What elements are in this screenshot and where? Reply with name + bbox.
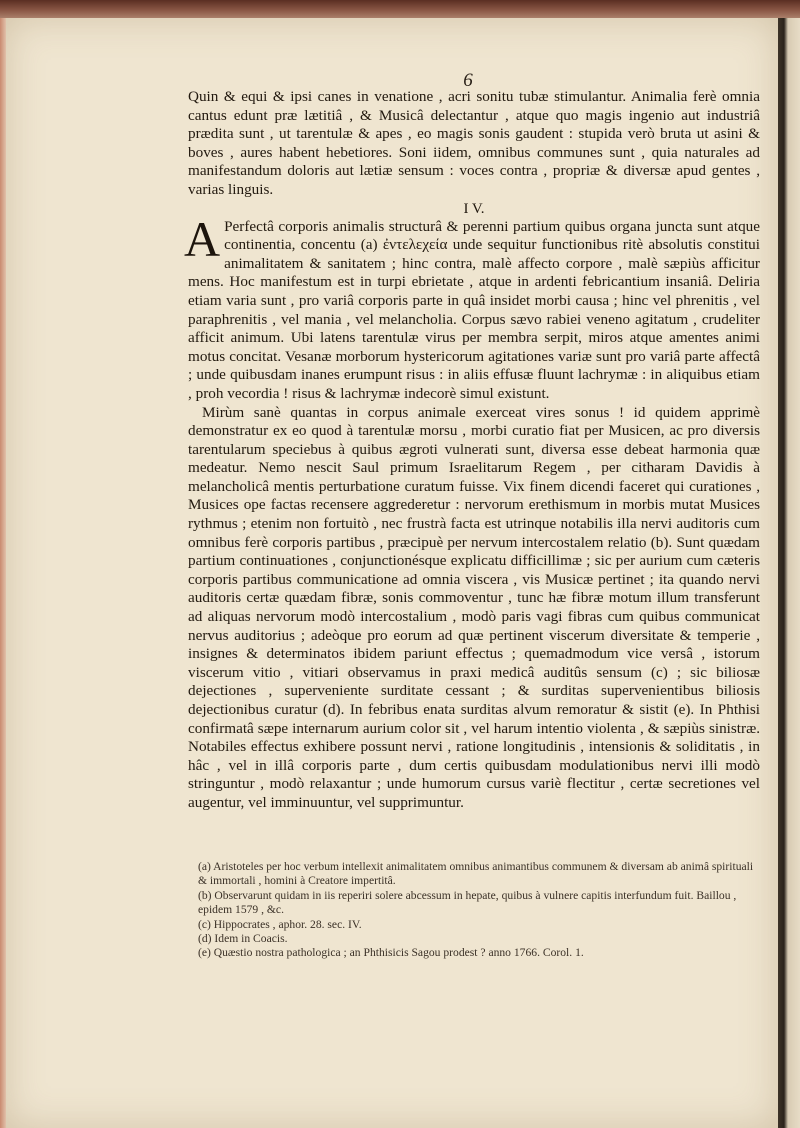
paragraph-1: Quin & equi & ipsi canes in venatione , acri sonitu tubæ stimulantur. Animalia ferè omnia cantus edunt præ lætitiâ , & Musicâ delectantur , atque quo magis ingenio aut industriâ prædita sunt , ut tarentulæ & apes , eo magis sonis gaudent : stupida verò bruta ut asini & boves , aures habent hebetiores. Soni iidem, omnibus communes sunt , quia naturales ad manifestandum doloris aut lætiæ sensum : voces contra , propriæ & diversæ apud gentes , varias linguis. bbox=[188, 88, 760, 198]
drop-cap: A bbox=[184, 210, 221, 267]
footnotes bbox=[190, 860, 755, 961]
book-top-edge bbox=[0, 0, 800, 20]
footnote: (d) Idem in Coacis. bbox=[198, 932, 288, 946]
paragraph-3: Mirùm sanè quantas in corpus animale exerceat vires sonus ! id quidem apprimè demonstratur ex eo quod à tarentulæ morsu , morbi curatio fiat per Musicen, ac pro diversis tarentularum speciebus à quibus ægroti vulnerati sunt, diversa esse debeat harmonia quæ medeatur. Nemo nescit Saul primum Israelitarum Regem , per citharam Davidis à melancholicâ mentis perturbatione curatum fuisse. Vix finem dicendi faceret qui curationes , Musices ope factas recensere aggrederetur : nervorum erethismum in morbis mutat Musices rythmus ; etenim non fortuitò , nec frustrà facta est utrinque notabilis illa nervi auditoris cum omnibus ferè corporis partibus , præcipuè per nervum intercostalem relatio (b). Sunt quædam partium continuationes , conjunctionésque explicatu difficillimæ ; sic per aurium cum cæteris corporis partibus communicatione ad omnia viscera , vis Musicæ pertinet ; ita quando nervi auditoris certæ quædam fibræ, sonis commoventur , tunc hæ fibræ motum illum transferunt ad aliquas nervorum modò intercostalium , modò paris vagi fibras cum quibus communicat nervus auditorius ; adeòque pro eorum ad quæ pertinent viscerum diversitate & temperie , insignes & determinatos ibidem pariunt effectus ; quemadmodum vice versâ , istorum viscerum vitio , vitiari observamus in praxi medicâ auditûs sensum (c) ; sic biliosæ dejectiones , superveniente surditate cessant ; & surditas supervenientibus biliosis dejectionibus curatur (d). In febribus enata surditas alvum remoratur & sistit (e). In Phthisi confirmatâ sæpe internarum aurium color sit , vel harum intentio violenta , & sæpiùs sinistræ. Notabiles effectus exhibere possunt nervi , ratione longitudinis , intensionis & soliditatis , in hâc , vel in illâ corporis parte , dum certis quibusdam modulationibus nervi illi modò stringuntur , modò relaxantur ; unde humorum cursus variè flectitur , certæ secretiones vel augentur, vel imminuuntur, vel supprimuntur. bbox=[188, 403, 760, 811]
footnote: (b) Observarunt quidam in iis reperiri solere abcessum in hepate, quibus à vulnere capitis interfundum fuit. Baillou , epidem 1579 , &c. bbox=[198, 888, 737, 917]
paragraph-2 bbox=[184, 210, 760, 404]
page-number: 6 bbox=[463, 70, 473, 91]
section-heading: I V. bbox=[463, 200, 485, 217]
book-gutter bbox=[778, 18, 800, 1128]
main-text bbox=[184, 88, 760, 813]
paragraph-2-body: Perfectâ corporis animalis structurâ & perenni partium quibus organa juncta sunt atque continentia, concentu (a) ἐντελεχεία unde sequitur functionibus ritè absolutis constitui animalitatem & sanitatem ; hinc contra, malè affecto corpore , malè sæpiùs afficitur mens. Hoc manifestum est in turpi ebrietate , atque in ardenti febricantium insaniâ. Deliria etiam varia sunt , pro variâ corporis parte in quâ insidet morbi causa ; hinc vel phrenitis , vel paraphrenitis , vel mania , vel melancholia. Corpus sævo rabiei veneno agitatum , crudeliter afficit animum. Ubi latens tarentulæ virus per membra serpit, miros atque amentes animi motus concitat. Vesanæ morborum hystericorum agitationes variæ sunt pro variâ parte affectâ ; unde quibusdam inanes erumpunt risus : in aliis effusæ fluunt lachrymæ : in aliquibus etiam , proh vecordia ! risus & lachrymæ indecorè simul existunt. bbox=[188, 217, 760, 402]
footnote: (a) Aristoteles per hoc verbum intellexit animalitatem omnibus animantibus communem & diversam ab animâ spirituali & immortali , homini à Creatore impertitâ. bbox=[198, 860, 754, 888]
footnote: (e) Quæstio nostra pathologica ; an Phthisicis Sagou prodest ? anno 1766. Corol. 1. bbox=[198, 946, 584, 960]
footnote: (c) Hippocrates , aphor. 28. sec. IV. bbox=[198, 917, 362, 931]
